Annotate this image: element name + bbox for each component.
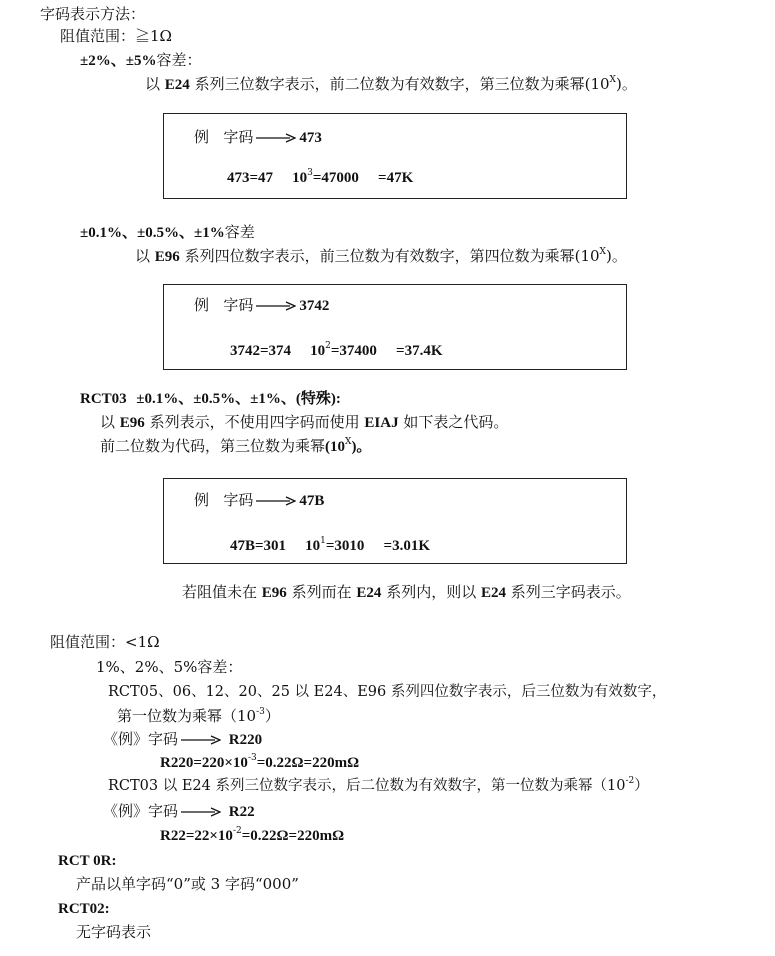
calc-post: =3010: [325, 538, 365, 554]
example-calc-row: [230, 535, 430, 556]
example-calc-row: [227, 167, 413, 188]
desc-end: )。: [605, 247, 627, 265]
series-name: E96: [119, 415, 145, 431]
code-label: 字码: [223, 128, 254, 146]
tolerance-a-heading: [80, 50, 201, 71]
example-code: R220: [228, 732, 263, 748]
rct02-desc: 无字码表示: [76, 923, 152, 941]
calc-result: =3.01K: [383, 538, 430, 554]
exponent: X: [345, 437, 352, 447]
calc-base: 10: [310, 343, 326, 359]
example-box-473: [163, 113, 627, 199]
rct02-title: [58, 898, 110, 919]
example-r220: [103, 729, 262, 750]
example-r22-calc: [160, 825, 344, 846]
arrow-right-icon: [181, 807, 221, 817]
example-code-row: [194, 490, 324, 511]
series-name: E96: [154, 249, 180, 265]
desc-text: 系列三位数字表示，前二位数为有效数字，第三位数为乘幂(10: [194, 75, 610, 93]
exponent: X: [599, 247, 606, 257]
desc-prefix: 以: [100, 413, 116, 431]
note-text: 系列三字码表示。: [510, 583, 631, 601]
example-label: 《例》字码: [103, 730, 179, 748]
range-lt1-label: 阻值范围：<1Ω: [50, 633, 160, 651]
tolerance-b-suffix: 容差: [224, 223, 255, 241]
desc-text: 系列表示，不使用四字码而使用: [149, 413, 360, 431]
calc-post: =0.22Ω=220mΩ: [256, 755, 360, 771]
series-name: E96: [261, 585, 287, 601]
calc-pre: R220=220×10: [160, 755, 248, 771]
tolerance-a-label: ±2%、±5%: [80, 53, 157, 69]
calc-pre: 473=47: [227, 170, 274, 186]
range-lt1-line2: [117, 706, 280, 726]
calc-base: 10: [305, 538, 321, 554]
example-label: 例: [194, 128, 210, 146]
example-code: R22: [228, 804, 255, 820]
section-heading: 字码表示方法：: [40, 5, 146, 23]
desc-base: (10: [325, 439, 346, 455]
calc-post: =37400: [330, 343, 377, 359]
rct02-title-text: RCT02:: [58, 901, 110, 917]
range-label: 阻值范围：: [60, 27, 136, 45]
desc-text: RCT03 以 E24 系列三位数字表示，后二位数为有效数字，第一位数为乘幂（10: [108, 778, 626, 794]
example-calc-row: [230, 340, 442, 361]
calc-exp: 3: [307, 168, 313, 178]
series-name: E24: [356, 585, 382, 601]
calc-result: =37.4K: [396, 343, 443, 359]
exponent: X: [609, 75, 616, 85]
calc-post: =0.22Ω=220mΩ: [241, 828, 345, 844]
calc-result: =47K: [378, 170, 414, 186]
note-text: 若阻值未在: [182, 583, 258, 601]
rct03-heading: [80, 388, 341, 409]
note-text: 系列而在: [291, 583, 352, 601]
calc-base: 10: [292, 170, 308, 186]
range-value: ≧1Ω: [135, 27, 172, 45]
range-ge1-line: [60, 26, 172, 46]
rct0r-title-text: RCT 0R:: [58, 853, 117, 869]
exponent: -2: [625, 776, 635, 786]
tolerance-b-label: ±0.1%、±0.5%、±1%: [80, 225, 225, 241]
calc-exp: 1: [320, 536, 326, 546]
desc-end: )。: [351, 439, 372, 455]
example-label: 《例》字码: [103, 802, 179, 820]
desc-prefix: 以: [145, 75, 161, 93]
tolerance-a-suffix: 容差：: [156, 51, 202, 69]
exponent: -3: [256, 707, 265, 717]
rct03-desc-line1: [100, 412, 508, 433]
desc-prefix: 以: [135, 247, 151, 265]
rct0r-desc: 产品以单字码“0”或 3 字码“000”: [76, 875, 299, 893]
example-code: 473: [299, 130, 322, 146]
example-r220-calc: [160, 752, 359, 773]
range-lt1-line1: RCT05、06、12、20、25 以 E24、E96 系列四位数字表示，后三位数为有效数字，: [108, 684, 667, 700]
desc-text: 前二位数为代码，第三位数为乘幂: [100, 437, 326, 455]
example-label: 例: [194, 296, 210, 314]
eiaj-label: EIAJ: [364, 415, 399, 431]
arrow-right-icon: [256, 496, 296, 506]
calc-pre: 3742=374: [230, 343, 292, 359]
rct03-tolerances: ±0.1%、±0.5%、±1%、(特殊):: [136, 391, 341, 407]
example-box-3742: [163, 284, 627, 370]
desc-end: ）: [264, 707, 280, 725]
desc-end: 如下表之代码。: [403, 413, 509, 431]
calc-exp: 2: [325, 341, 331, 351]
arrow-right-icon: [181, 735, 221, 745]
desc-text: 系列四位数字表示，前三位数为有效数字，第四位数为乘幂(10: [184, 247, 600, 265]
example-code-row: [194, 295, 329, 316]
calc-pre: 47B=301: [230, 538, 287, 554]
arrow-right-icon: [256, 301, 296, 311]
desc-text: 第一位数为乘幂（10: [117, 707, 257, 725]
note-text: 系列内，则以: [386, 583, 477, 601]
code-label: 字码: [223, 296, 254, 314]
example-code: 3742: [299, 298, 330, 314]
example-label: 例: [194, 491, 210, 509]
desc-end: ）: [634, 778, 649, 794]
example-r22: [103, 801, 255, 822]
arrow-right-icon: [256, 133, 296, 143]
calc-post: =47000: [312, 170, 359, 186]
rct0r-title: [58, 850, 116, 871]
example-box-47b: [163, 478, 627, 564]
calc-exp: -2: [232, 826, 242, 836]
range-lt1-tolerance: 1%、2%、5%容差：: [96, 658, 243, 676]
code-label: 字码: [223, 491, 254, 509]
example-code-row: [194, 127, 322, 148]
rct03-note: [182, 582, 631, 603]
example-code: 47B: [299, 493, 325, 509]
calc-pre: R22=22×10: [160, 828, 233, 844]
tolerance-b-description: [135, 246, 627, 267]
rct03-title: RCT03: [80, 391, 127, 407]
tolerance-b-heading: [80, 222, 255, 243]
series-name: E24: [164, 77, 190, 93]
tolerance-a-description: [145, 74, 637, 95]
calc-exp: -3: [247, 753, 257, 763]
series-name: E24: [480, 585, 506, 601]
desc-end: )。: [615, 75, 637, 93]
rct03-desc-line2: [100, 436, 371, 457]
range-lt1-line3: [108, 776, 649, 796]
